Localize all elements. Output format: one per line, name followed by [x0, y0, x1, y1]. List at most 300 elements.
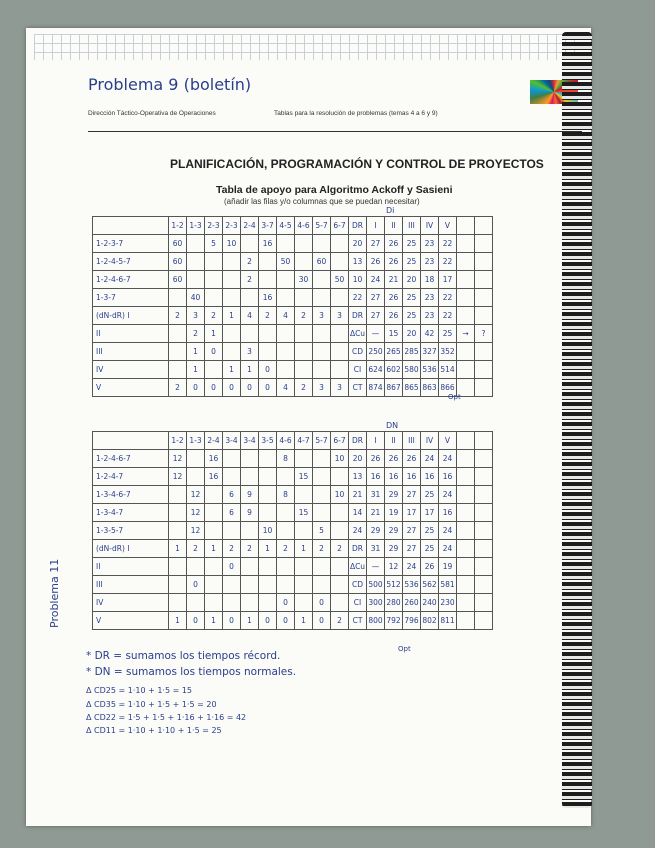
table-cell	[331, 361, 349, 379]
table-row	[93, 612, 493, 630]
row-label-cell: 1-2-4-6-7	[93, 271, 169, 289]
table-cell: 5-7	[313, 432, 331, 450]
table-cell	[313, 235, 331, 253]
row-label-cell: IV	[93, 361, 169, 379]
table-cell: 60	[169, 253, 187, 271]
row-label-cell: 1-3-5-7	[93, 522, 169, 540]
table-cell: 2	[241, 271, 259, 289]
table-cell	[169, 325, 187, 343]
table-cell	[331, 522, 349, 540]
table-cell: 16	[439, 504, 457, 522]
table-cell: 6	[223, 486, 241, 504]
table-cell: 250	[367, 343, 385, 361]
table-cell	[457, 576, 475, 594]
table-cell	[223, 468, 241, 486]
table-cell: 581	[439, 576, 457, 594]
table-cell: 25	[403, 235, 421, 253]
table-cell: 0	[223, 612, 241, 630]
table-cell: 4-5	[277, 217, 295, 235]
table-cell	[331, 576, 349, 594]
table-cell: 60	[169, 235, 187, 253]
note-line-4: Δ CD35 = 1·10 + 1·5 + 1·5 = 20	[86, 700, 217, 709]
table-cell	[313, 486, 331, 504]
table-cell: IV	[421, 217, 439, 235]
table-cell	[457, 361, 475, 379]
table-cell	[187, 468, 205, 486]
table-cell	[277, 361, 295, 379]
table-cell: 2	[187, 540, 205, 558]
table-cell	[205, 594, 223, 612]
table-cell	[331, 289, 349, 307]
table-cell	[295, 594, 313, 612]
table-cell	[457, 217, 475, 235]
table-cell: 15	[295, 468, 313, 486]
table-cell: 1	[223, 307, 241, 325]
table-cell: 624	[367, 361, 385, 379]
table-cell: 327	[421, 343, 439, 361]
table-cell	[295, 253, 313, 271]
table-cell: 15	[385, 325, 403, 343]
table-row	[93, 576, 493, 594]
table-cell: 16	[421, 468, 439, 486]
table-cell: 4	[241, 307, 259, 325]
note-line-2: * DN = sumamos los tiempos normales.	[86, 666, 297, 678]
table-cell: 25	[439, 325, 457, 343]
table-cell	[475, 522, 493, 540]
table-cell: 24	[421, 450, 439, 468]
table-cell	[223, 594, 241, 612]
table-cell: 1	[259, 540, 277, 558]
table-cell: 1	[223, 361, 241, 379]
table-cell	[205, 289, 223, 307]
table-cell: I	[367, 432, 385, 450]
table-cell: 13	[349, 253, 367, 271]
table-cell	[475, 432, 493, 450]
table-cell	[277, 235, 295, 253]
table-cell: 1	[241, 361, 259, 379]
table-cell: 0	[223, 379, 241, 397]
table-cell: 2-3	[205, 217, 223, 235]
table-cell: 26	[385, 307, 403, 325]
table-cell: 24	[367, 271, 385, 289]
table-cell	[205, 558, 223, 576]
table-cell: 12	[187, 486, 205, 504]
table-row	[93, 468, 493, 486]
table-cell: 580	[403, 361, 421, 379]
table-cell	[457, 468, 475, 486]
table-cell: 874	[367, 379, 385, 397]
table-cell: 9	[241, 486, 259, 504]
table-cell: 1	[187, 361, 205, 379]
notebook-page	[26, 28, 591, 826]
table-cell: 20	[349, 235, 367, 253]
table-cell: 3	[331, 307, 349, 325]
table-cell: —	[367, 325, 385, 343]
table-cell: 1	[295, 540, 313, 558]
table-cell: 1-2	[169, 432, 187, 450]
table-cell: 40	[187, 289, 205, 307]
table-cell	[457, 432, 475, 450]
table-row	[93, 486, 493, 504]
table-cell: 16	[403, 468, 421, 486]
table-cell	[475, 450, 493, 468]
table-cell	[457, 486, 475, 504]
table-dr	[92, 216, 493, 397]
table-cell: 3-4	[223, 432, 241, 450]
row-label-cell: II	[93, 558, 169, 576]
table-cell: 29	[385, 486, 403, 504]
table-cell: II	[385, 432, 403, 450]
table-cell	[457, 594, 475, 612]
table-cell: 26	[385, 289, 403, 307]
table-cell: 2	[169, 307, 187, 325]
table-row	[93, 271, 493, 289]
table-cell: 1	[295, 612, 313, 630]
table-cell: CI	[349, 594, 367, 612]
table-cell: CI	[349, 361, 367, 379]
table-cell	[223, 253, 241, 271]
table-cell: 4-7	[295, 432, 313, 450]
main-title: PLANIFICACIÓN, PROGRAMACIÓN Y CONTROL DE PROYECTOS	[170, 157, 544, 171]
row-label-cell: 1-3-7	[93, 289, 169, 307]
table-cell	[331, 594, 349, 612]
table-cell	[259, 325, 277, 343]
table-cell: 24	[403, 558, 421, 576]
table-cell: 300	[367, 594, 385, 612]
row-label-cell: III	[93, 576, 169, 594]
table-cell	[241, 235, 259, 253]
table-cell	[475, 271, 493, 289]
table-cell: 50	[277, 253, 295, 271]
table2-label: DN	[386, 421, 399, 430]
table-cell: III	[403, 432, 421, 450]
table-cell	[259, 558, 277, 576]
table-cell: 4	[277, 307, 295, 325]
table-cell	[277, 325, 295, 343]
table-cell: 15	[295, 504, 313, 522]
table-cell	[295, 486, 313, 504]
table-cell: 19	[385, 504, 403, 522]
table-cell: 29	[367, 522, 385, 540]
table-cell: 0	[259, 361, 277, 379]
table-cell: 1	[169, 612, 187, 630]
table-cell	[277, 468, 295, 486]
table-cell	[259, 253, 277, 271]
table-cell	[313, 504, 331, 522]
table-cell	[457, 343, 475, 361]
table-cell: 2	[187, 325, 205, 343]
table-cell: 1-3	[187, 432, 205, 450]
table-cell: 866	[439, 379, 457, 397]
table-cell	[295, 450, 313, 468]
table-cell: 2	[223, 540, 241, 558]
table-cell	[475, 612, 493, 630]
note-line-1: * DR = sumamos los tiempos récord.	[86, 650, 281, 662]
table-cell: 0	[259, 612, 277, 630]
table-cell: 50	[331, 271, 349, 289]
table-cell: 10	[349, 271, 367, 289]
table-cell: 24	[349, 522, 367, 540]
table-cell	[259, 271, 277, 289]
table-cell	[259, 576, 277, 594]
table-cell: 562	[421, 576, 439, 594]
table-cell	[187, 594, 205, 612]
table-cell	[295, 558, 313, 576]
table-cell	[295, 289, 313, 307]
table-cell: 27	[403, 540, 421, 558]
table-cell: 26	[367, 450, 385, 468]
table-cell: 602	[385, 361, 403, 379]
note-line-6: Δ CD11 = 1·10 + 1·10 + 1·5 = 25	[86, 726, 222, 735]
table-cell: 16	[205, 468, 223, 486]
table-cell	[241, 325, 259, 343]
table-cell: 8	[277, 450, 295, 468]
table-cell	[223, 289, 241, 307]
table-cell: 265	[385, 343, 403, 361]
table-cell: 26	[385, 235, 403, 253]
table-cell	[277, 271, 295, 289]
table-cell: II	[385, 217, 403, 235]
table-cell: 1	[205, 325, 223, 343]
table-cell: 260	[403, 594, 421, 612]
handwritten-title: Problema 9 (boletín)	[88, 75, 252, 94]
table-cell: 10	[223, 235, 241, 253]
table-cell	[457, 235, 475, 253]
table-cell	[205, 576, 223, 594]
table-cell: 29	[385, 540, 403, 558]
table-cell: 2	[313, 540, 331, 558]
table-cell: 3	[331, 379, 349, 397]
table-cell	[205, 522, 223, 540]
table-cell	[169, 522, 187, 540]
table-cell: DR	[349, 540, 367, 558]
table-cell: 2	[241, 253, 259, 271]
table-cell	[313, 343, 331, 361]
table-cell: 20	[349, 450, 367, 468]
table-cell: 5	[313, 522, 331, 540]
table-cell: 2	[169, 379, 187, 397]
table-cell: 17	[403, 504, 421, 522]
table-cell	[223, 576, 241, 594]
table-cell: 10	[331, 450, 349, 468]
table-row	[93, 558, 493, 576]
row-label-cell: 1-2-4-5-7	[93, 253, 169, 271]
table-cell	[331, 253, 349, 271]
table-cell: 17	[439, 271, 457, 289]
table-cell	[457, 271, 475, 289]
table-cell: DR	[349, 307, 367, 325]
table-cell: 5-7	[313, 217, 331, 235]
table-cell	[169, 486, 187, 504]
table-cell	[169, 289, 187, 307]
row-label-cell: V	[93, 612, 169, 630]
table-cell	[475, 576, 493, 594]
table-cell: 280	[385, 594, 403, 612]
table-cell: 21	[349, 486, 367, 504]
table-cell: 2	[241, 540, 259, 558]
table-cell	[475, 361, 493, 379]
table-cell	[475, 235, 493, 253]
table-cell: 22	[349, 289, 367, 307]
table-cell	[331, 558, 349, 576]
table-cell: 3-7	[259, 217, 277, 235]
table-cell	[241, 558, 259, 576]
table-cell: 0	[223, 558, 241, 576]
table-cell: 10	[259, 522, 277, 540]
row-label-cell: 1-2-4-6-7	[93, 450, 169, 468]
table-cell: 26	[385, 450, 403, 468]
row-label-cell: 1-3-4-6-7	[93, 486, 169, 504]
table-cell	[205, 504, 223, 522]
table-cell: 42	[421, 325, 439, 343]
table-cell: 13	[349, 468, 367, 486]
table-cell: 867	[385, 379, 403, 397]
table-cell: 1-3	[187, 217, 205, 235]
table-cell: 500	[367, 576, 385, 594]
table-cell: 19	[439, 558, 457, 576]
table-row	[93, 343, 493, 361]
table-cell: 0	[277, 594, 295, 612]
table-row	[93, 235, 493, 253]
table-cell: DR	[349, 432, 367, 450]
table-cell	[295, 522, 313, 540]
grid-paper-strip	[34, 34, 582, 60]
table-cell	[457, 289, 475, 307]
table-cell	[169, 576, 187, 594]
note-line-3: Δ CD25 = 1·10 + 1·5 = 15	[86, 686, 193, 695]
table-cell	[259, 343, 277, 361]
table-cell: 6	[223, 504, 241, 522]
table-cell: 2	[295, 307, 313, 325]
table-cell: CT	[349, 612, 367, 630]
side-note: Problema 11	[48, 558, 61, 628]
table-cell: 26	[367, 253, 385, 271]
row-label-cell: IV	[93, 594, 169, 612]
table-cell: 23	[421, 289, 439, 307]
table-cell	[241, 576, 259, 594]
table-cell	[241, 522, 259, 540]
table-cell: 16	[205, 450, 223, 468]
table-cell: 536	[421, 361, 439, 379]
table-cell: 1	[241, 612, 259, 630]
table-cell: 16	[259, 235, 277, 253]
table-cell: 31	[367, 486, 385, 504]
table-cell	[223, 522, 241, 540]
table-cell	[259, 468, 277, 486]
table-cell	[277, 289, 295, 307]
table-cell: 285	[403, 343, 421, 361]
table-cell	[187, 450, 205, 468]
table-cell: V	[439, 432, 457, 450]
table-cell	[475, 343, 493, 361]
table-cell: 1	[205, 612, 223, 630]
table-cell: CT	[349, 379, 367, 397]
table-cell	[277, 522, 295, 540]
table-row	[93, 307, 493, 325]
row-label-cell: 1-2-4-7	[93, 468, 169, 486]
table-cell: 23	[421, 235, 439, 253]
table-cell: 1	[205, 540, 223, 558]
table-cell: ΔCu	[349, 558, 367, 576]
table-cell: 25	[421, 540, 439, 558]
table-cell: 12	[169, 450, 187, 468]
table-cell	[241, 450, 259, 468]
table-cell: 1-2	[169, 217, 187, 235]
table-cell: 240	[421, 594, 439, 612]
table-cell: 10	[331, 486, 349, 504]
table-cell	[313, 558, 331, 576]
table-cell: 3-5	[259, 432, 277, 450]
table-cell	[205, 361, 223, 379]
table-cell: 14	[349, 504, 367, 522]
table-row	[93, 325, 493, 343]
table-cell: 12	[187, 522, 205, 540]
table-cell: 24	[439, 486, 457, 504]
table-cell: I	[367, 217, 385, 235]
table-cell: IV	[421, 432, 439, 450]
table-cell: —	[367, 558, 385, 576]
table-cell: 24	[439, 540, 457, 558]
table-cell	[475, 504, 493, 522]
table-header-row	[93, 432, 493, 450]
table-cell: 0	[205, 343, 223, 361]
table-cell: 22	[439, 253, 457, 271]
table-cell: 30	[295, 271, 313, 289]
table-cell: 26	[403, 450, 421, 468]
table-cell	[169, 558, 187, 576]
table-cell	[475, 468, 493, 486]
table-cell: 802	[421, 612, 439, 630]
row-label-cell: 1-2-3-7	[93, 235, 169, 253]
table-cell: 792	[385, 612, 403, 630]
table-cell	[277, 558, 295, 576]
row-label-cell	[93, 432, 169, 450]
table-cell	[277, 504, 295, 522]
table-dn	[92, 431, 493, 630]
table-cell: 352	[439, 343, 457, 361]
table-cell: 25	[403, 253, 421, 271]
table-cell: 800	[367, 612, 385, 630]
table-cell	[169, 594, 187, 612]
row-label-cell: 1-3-4-7	[93, 504, 169, 522]
table-cell	[259, 486, 277, 504]
table-cell	[475, 307, 493, 325]
table-cell	[277, 343, 295, 361]
table-cell	[457, 558, 475, 576]
table-cell	[169, 361, 187, 379]
table-cell: 8	[277, 486, 295, 504]
table-cell: 2-3	[223, 217, 241, 235]
table-cell: 536	[403, 576, 421, 594]
table1-opt-note: Opt	[448, 393, 461, 401]
table-cell	[313, 325, 331, 343]
table-cell: 514	[439, 361, 457, 379]
table-cell: 2	[277, 540, 295, 558]
table-row	[93, 379, 493, 397]
table-cell: V	[439, 217, 457, 235]
table-cell	[313, 468, 331, 486]
table-cell: 2	[331, 540, 349, 558]
table-cell: 22	[439, 307, 457, 325]
table-cell: 0	[313, 612, 331, 630]
table-cell: 27	[403, 522, 421, 540]
table-cell	[457, 307, 475, 325]
row-label-cell: II	[93, 325, 169, 343]
table-cell: 1	[187, 343, 205, 361]
table-cell: 23	[421, 253, 439, 271]
table-instruction: (añadir las filas y/o columnas que se puedan necesitar)	[224, 197, 420, 206]
table-cell: III	[403, 217, 421, 235]
